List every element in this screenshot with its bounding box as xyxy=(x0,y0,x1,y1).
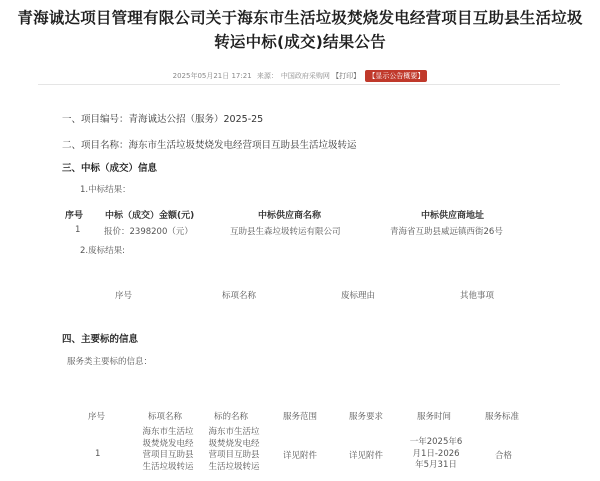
page-title xyxy=(0,6,600,54)
source-name: 中国政府采购网 xyxy=(280,72,330,80)
project-number-label: 一、项目编号： xyxy=(62,114,129,125)
svc-item-line-4: 生活垃圾转运 xyxy=(142,461,194,472)
failed-col-other: 其他事项 xyxy=(460,291,495,301)
award-row-address: 青海省互助县威远镇西街26号 xyxy=(390,227,503,237)
failed-col-reason: 废标理由 xyxy=(341,291,376,301)
project-name-value: 海东市生活垃圾焚烧发电经营项目互助县生活垃圾转运 xyxy=(128,140,357,151)
svc-time-line-1: 一年2025年6 xyxy=(409,437,463,447)
award-row-amount: 报价：2398200（元） xyxy=(104,227,193,237)
svc-time-line-3: 年5月31日 xyxy=(415,460,457,470)
project-number-row xyxy=(62,111,263,125)
svc-target-line-2: 圾焚烧发电经 xyxy=(208,438,260,449)
main-subject-heading-text: 四、主要标的信息 xyxy=(62,334,139,345)
award-col-address: 中标供应商地址 xyxy=(421,211,485,221)
award-col-amount: 中标（成交）金额(元) xyxy=(105,211,195,221)
svc-item-line-3: 营项目互助县 xyxy=(142,450,194,460)
svc-time-line-2: 月1日-2026 xyxy=(412,448,460,459)
svc-col-requirement: 服务要求 xyxy=(349,412,384,422)
show-summary-button[interactable]: 【显示公告概要】 xyxy=(365,70,427,82)
svc-col-time: 服务时间 xyxy=(417,412,452,422)
svc-col-target: 标的名称 xyxy=(214,412,249,422)
svc-item-line-2: 圾焚烧发电经 xyxy=(142,438,194,449)
award-result-label: 1.中标结果： xyxy=(80,185,131,195)
svc-row-requirement: 详见附件 xyxy=(349,451,384,461)
award-col-no: 序号 xyxy=(65,211,84,221)
svc-row-time xyxy=(404,437,468,472)
svc-item-line-1: 海东市生活垃 xyxy=(142,427,194,437)
project-number-value: 青海诚达公招（服务）2025-25 xyxy=(128,114,264,125)
svc-target-line-1: 海东市生活垃 xyxy=(208,427,260,437)
failed-result-label: 2.废标结果: xyxy=(80,246,125,256)
award-row-supplier: 互助县生森垃圾转运有限公司 xyxy=(230,227,341,237)
award-info-heading xyxy=(62,160,157,174)
project-name-row xyxy=(62,137,357,151)
service-subject-label: 服务类主要标的信息： xyxy=(67,357,153,367)
divider xyxy=(38,84,560,85)
svc-target-line-4: 生活垃圾转运 xyxy=(208,461,260,472)
svc-row-no: 1 xyxy=(95,449,101,459)
svc-target-line-3: 营项目互助县 xyxy=(208,450,260,460)
award-row-no: 1 xyxy=(75,225,81,235)
svc-row-item-name xyxy=(136,427,200,473)
svc-row-target-name xyxy=(202,427,266,473)
failed-col-item: 标项名称 xyxy=(222,291,257,301)
title-line-2: 转运中标(成交)结果公告 xyxy=(214,33,386,51)
award-info-heading-text: 三、中标（成交）信息 xyxy=(62,163,158,174)
print-link[interactable]: 【打印】 xyxy=(332,72,361,80)
project-name-label: 二、项目名称： xyxy=(62,140,129,151)
meta-bar xyxy=(0,70,600,82)
failed-col-no: 序号 xyxy=(115,291,133,301)
svc-row-standard: 合格 xyxy=(495,451,513,461)
award-col-supplier: 中标供应商名称 xyxy=(258,211,322,221)
svc-col-standard: 服务标准 xyxy=(485,412,520,422)
svc-col-scope: 服务范围 xyxy=(283,412,318,422)
svc-row-scope: 详见附件 xyxy=(283,451,318,461)
source-label: 来源： xyxy=(256,72,278,80)
publish-datetime: 2025年05月21日 17:21 xyxy=(172,72,252,80)
svc-col-item: 标项名称 xyxy=(148,412,183,422)
title-line-1: 青海诚达项目管理有限公司关于海东市生活垃圾焚烧发电经营项目互助县生活垃圾 xyxy=(17,9,583,27)
svc-col-no: 序号 xyxy=(88,412,106,422)
main-subject-heading xyxy=(62,331,138,345)
